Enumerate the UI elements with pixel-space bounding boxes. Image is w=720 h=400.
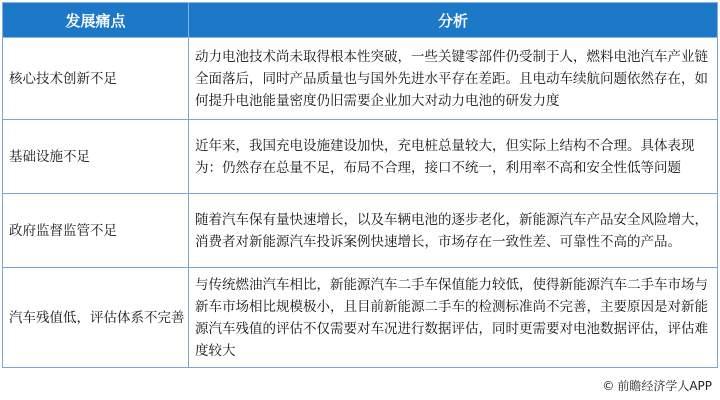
pain-point-cell: 核心技术创新不足	[3, 38, 189, 120]
table-header-row	[3, 3, 718, 38]
source-text: 前瞻经济学人APP	[617, 379, 712, 393]
analysis-cell: 随着汽车保有量快速增长，以及车辆电池的逐步老化，新能源汽车产品安全风险增大，消费者对新能源汽车投诉案例快速增长，市场存在一致性差、可靠性不高的产品。	[189, 194, 718, 268]
table-row	[3, 120, 718, 194]
pain-point-cell: 政府监督监管不足	[3, 194, 189, 268]
table-row	[3, 268, 718, 368]
pain-point-cell: 基础设施不足	[3, 120, 189, 194]
table-row	[3, 194, 718, 268]
source-footer	[602, 377, 712, 394]
analysis-cell: 动力电池技术尚未取得根本性突破，一些关键零部件仍受制于人，燃料电池汽车产业链全面落后，同时产品质量也与国外先进水平存在差距。且电动车续航问题依然存在，如何提升电池能量密度仍旧需要企业加大对动力电池的研发力度	[189, 38, 718, 120]
header-pain-point: 发展痛点	[3, 3, 189, 38]
copyright-icon: ©	[602, 378, 615, 393]
analysis-cell: 近年来，我国充电设施建设加快，充电桩总量较大，但实际上结构不合理。具体表现为：仍然存在总量不足，布局不合理，接口不统一，利用率不高和安全性低等问题	[189, 120, 718, 194]
pain-point-table	[2, 2, 718, 368]
header-analysis: 分析	[189, 3, 718, 38]
pain-point-cell: 汽车残值低，评估体系不完善	[3, 268, 189, 368]
analysis-cell: 与传统燃油汽车相比，新能源汽车二手车保值能力较低，使得新能源汽车二手车市场与新车市场相比规模极小，且目前新能源二手车的检测标准尚不完善，主要原因是对新能源汽车残值的评估不仅需要对车况进行数据评估，同时更需要对电池数据评估，评估难度较大	[189, 268, 718, 368]
table-row	[3, 38, 718, 120]
